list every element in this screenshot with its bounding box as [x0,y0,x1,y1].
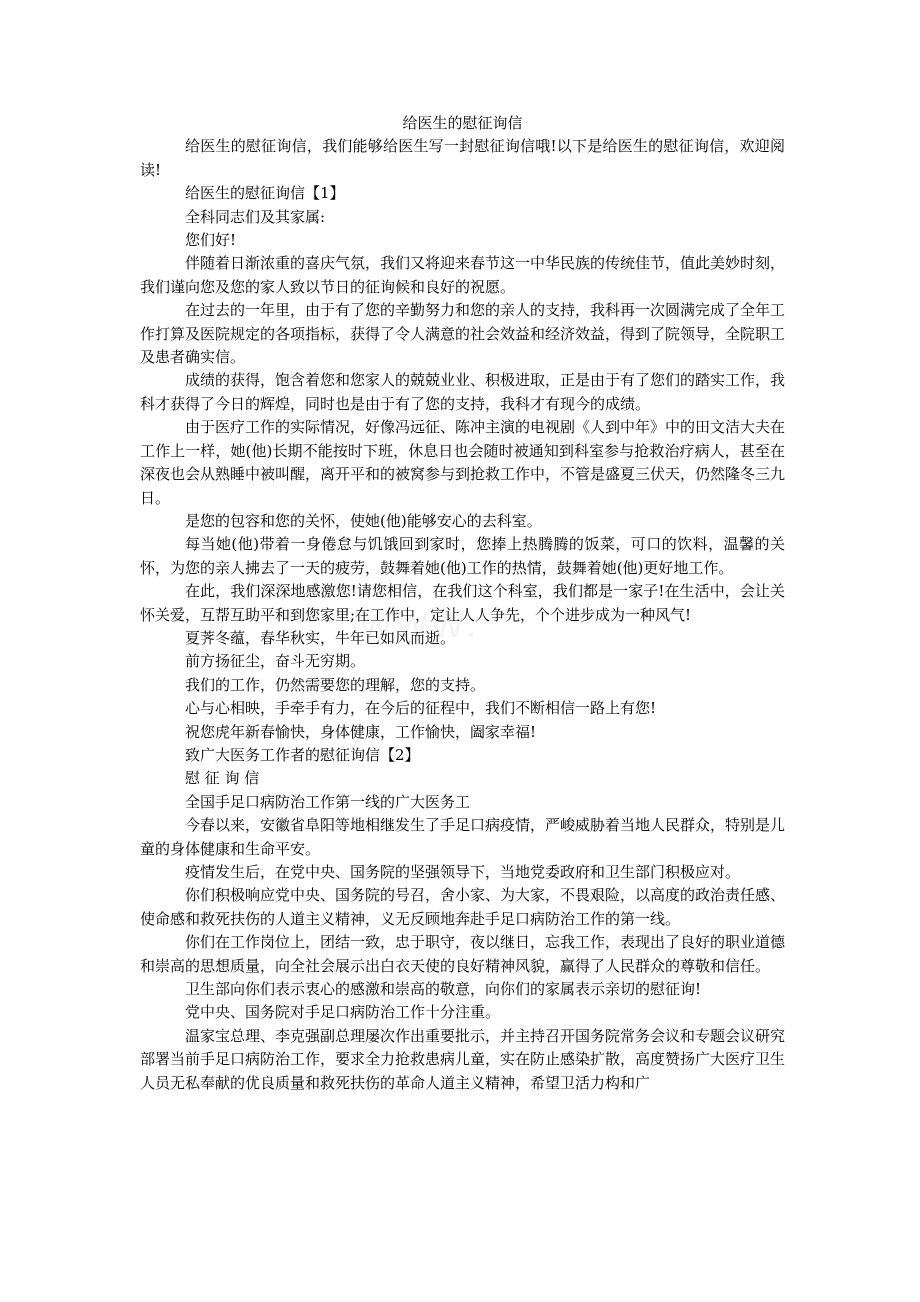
paragraph: 由于医疗工作的实际情况，好像冯远征、陈冲主演的电视剧《人到中年》中的田文洁大夫在工作上一样，她(他)长期不能按时下班，休息日也会随时被通知到科室参与抢救治疗病人，甚至在深夜也会从熟睡中被叫醒，离开平和的被窝参与到抢救工作中，不管是盛夏三伏天，仍然隆冬三九日。 [140,418,786,507]
paragraph: 疫情发生后，在党中央、国务院的坚强领导下，当地党委政府和卫生部门积极应对。 [185,863,741,881]
paragraph: 给医生的慰征询信，我们能够给医生写一封慰征询信哦!以下是给医生的慰征询信，欢迎阅读! [140,137,785,179]
paragraph: 夏荠冬蕴，春华秋实，牛年已如风而逝。 [185,628,456,647]
paragraph: 今春以来，安徽省阜阳等地相继发生了手足口病疫情，严峻威胁着当地人民群众，特别是儿童的身体健康和生命平安。 [140,816,786,858]
paragraph: 全科同志们及其家属: [185,207,326,226]
document-title: 给医生的慰征询信 [402,114,523,132]
paragraph: 祝您虎年新春愉快，身体健康，工作愉快，阖家幸福! [185,722,537,741]
document-page [140,112,785,1095]
paragraph: 给医生的慰征询信【1】 [185,184,345,203]
paragraph: 成绩的获得，饱含着您和您家人的兢兢业业、积极进取，正是由于有了您们的踏实工作，我科才获得了今日的辉煌，同时也是由于有了您的支持，我科才有现今的成绩。 [140,371,786,413]
paragraph: 心与心相映，手牵手有力，在今后的征程中，我们不断相信一路上有您! [185,699,657,718]
paragraph: 每当她(他)带着一身倦怠与饥饿回到家时，您捧上热腾腾的饭菜，可口的饮料，温馨的关怀，为您的亲人拂去了一天的疲劳，鼓舞着她(他)工作的热情，鼓舞着她(他)更好地工作。 [140,535,785,577]
paragraph: 是您的包容和您的关怀，使她(他)能够安心的去科室。 [185,511,542,530]
paragraph: 前方扬征尘，奋斗无穷期。 [185,652,366,671]
paragraph: 党中央、国务院对手足口病防治工作十分注重。 [185,1003,501,1022]
paragraph: 温家宝总理、李克强副总理屡次作出重要批示，并主持召开国务院常务会议和专题会议研究部署当前手足口病防治工作，要求全力抢救患病儿童，实在防止感染扩散，高度赞扬广大医疗卫生人员无私奉献的优良质量和救死扶伤的革命人道主义精神，希望卫活力构和广 [140,1026,786,1092]
paragraph: 在过去的一年里，由于有了您的辛勤努力和您的亲人的支持，我科再一次圆满完成了全年工作打算及医院规定的各项指标，获得了令人满意的社会效益和经济效益，得到了院领导，全院职工及患者确实信。 [140,301,786,367]
paragraph: 全国手足口病防治工作第一线的广大医务工 [185,792,471,811]
paragraph: 致广大医务工作者的慰征询信【2】 [185,745,420,764]
paragraph: 我们的工作，仍然需要您的理解，您的支持。 [185,675,486,694]
paragraph: 你们在工作岗位上，团结一致，忠于职守，夜以继日，忘我工作，表现出了良好的职业道德和崇高的思想质量，向全社会展示出白衣天使的良好精神风貌，赢得了人民群众的尊敬和信任。 [140,933,786,975]
paragraph: 卫生部向你们表示衷心的感激和崇高的敬意，向你们的家属表示亲切的慰征询! [185,980,702,999]
paragraph: 你们积极响应党中央、国务院的号召，舍小家、为大家，不畏艰险，以高度的政治责任感、使命感和救死扶伤的人道主义精神，义无反顾地奔赴手足口病防治工作的第一线。 [140,886,786,928]
paragraph: 您们好! [185,231,237,250]
paragraph: 在此，我们深深地感激您!请您相信，在我们这个科室，我们都是一家子!在生活中，会让关怀关爱，互帮互助平和到您家里;在工作中，定让人人争先，个个进步成为一种风气! [140,582,785,624]
document-body [140,135,785,1095]
paragraph: 慰 征 询 信 [185,769,260,788]
paragraph: 伴随着日渐浓重的喜庆气氛，我们又将迎来春节这一中华民族的传统佳节，值此美妙时刻，我们谨向您及您的家人致以节日的征询候和良好的祝愿。 [140,254,786,296]
